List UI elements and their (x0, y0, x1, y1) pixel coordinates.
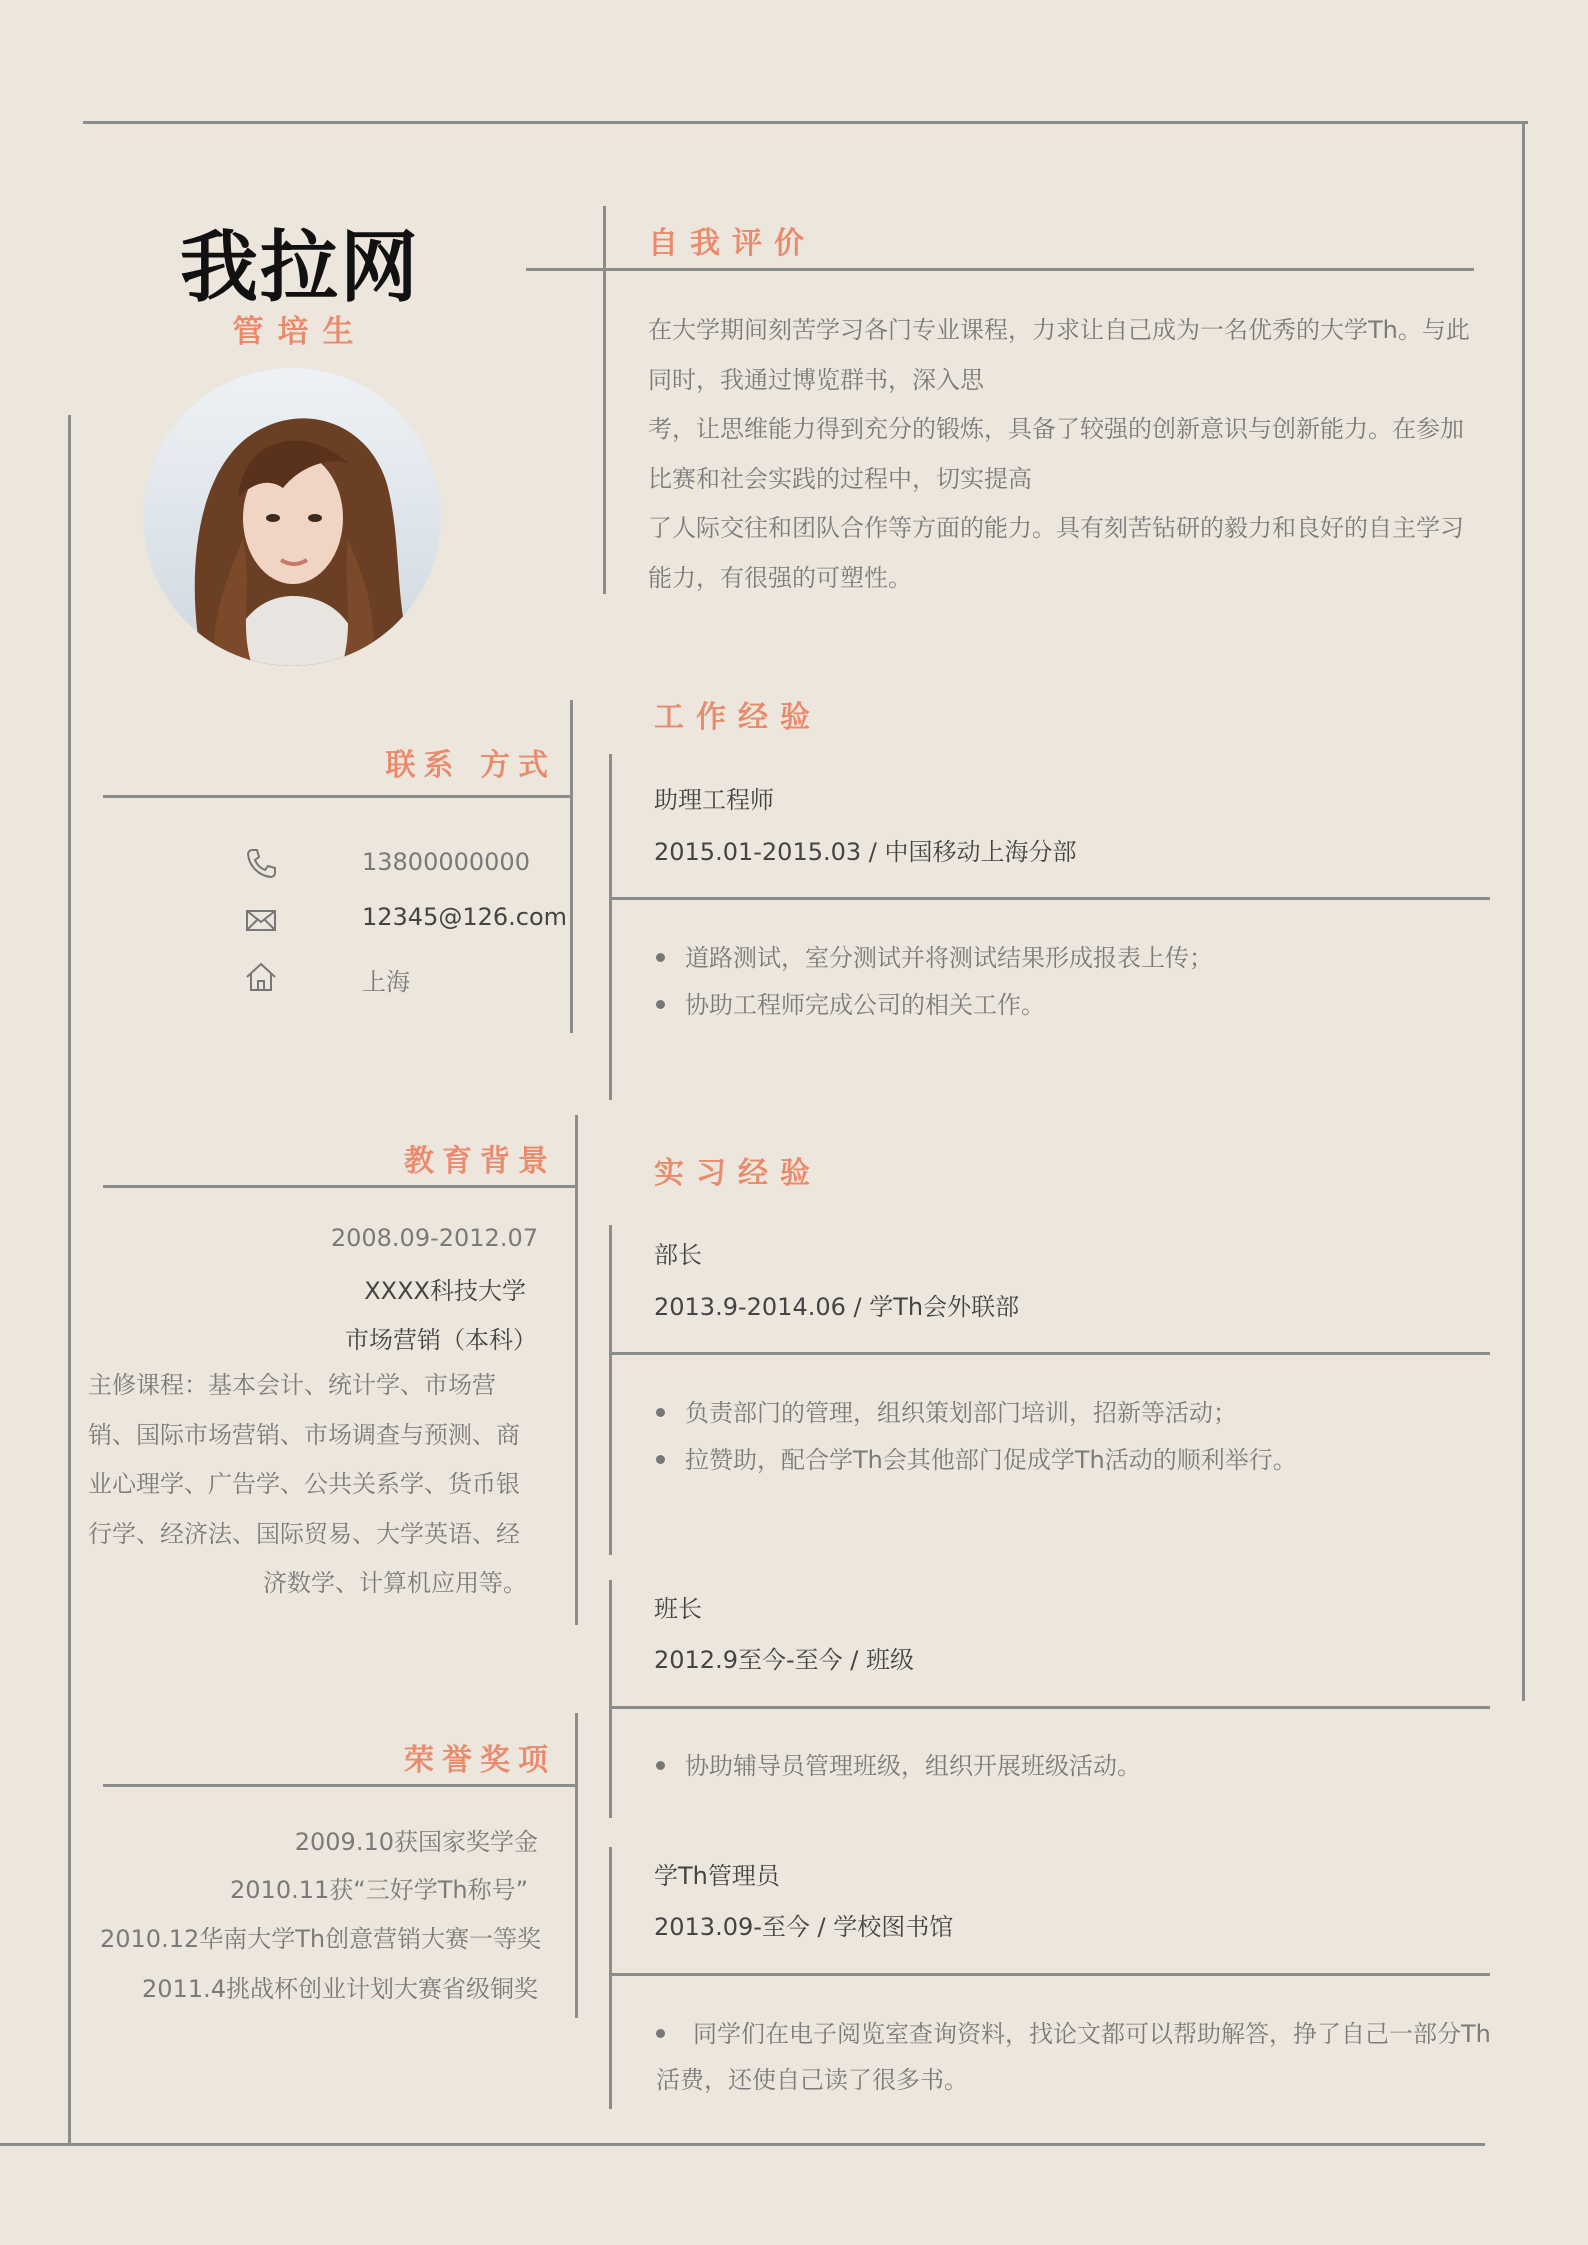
top-rule (83, 121, 1528, 124)
intern-bullet-cont: 活费，还使自己读了很多书。 (656, 2066, 968, 2094)
self-eval-line: 在大学期间刻苦学习各门专业课程，力求让自己成为一名优秀的大学Th。与此 (648, 316, 1470, 344)
intern-position-1: 部长 (654, 1241, 702, 1269)
intern-bullet-text: 拉赞助，配合学Th会其他部门促成学Th活动的顺利举行。 (685, 1446, 1297, 1474)
internship-vline-1 (609, 1225, 612, 1555)
work-rule (612, 897, 1490, 900)
intern-period-3: 2013.09-至今 / 学校图书馆 (654, 1913, 954, 1941)
portrait-image (143, 368, 441, 666)
education-courses (88, 1361, 541, 1609)
intern-bullet-text: 同学们在电子阅览室查询资料，找论文都可以帮助解答，挣了自己一部分Th (693, 2020, 1491, 2048)
education-vline (575, 1115, 578, 1625)
self-eval-vline (603, 206, 606, 594)
self-eval-line: 了人际交往和团队合作等方面的能力。具有刻苦钻研的毅力和良好的自主学习 (648, 514, 1464, 542)
education-rule (103, 1185, 578, 1188)
honors-vline (575, 1713, 578, 2018)
right-frame-line (1522, 121, 1525, 1701)
self-eval-text (648, 306, 1470, 603)
mail-icon (244, 903, 278, 937)
honor-item: 2009.10获国家奖学金 (294, 1828, 538, 1856)
intern-position-3: 学Th管理员 (654, 1862, 780, 1890)
bullet-dot (656, 1408, 665, 1417)
work-title: 工作经验 (654, 700, 822, 735)
intern-period-1: 2013.9-2014.06 / 学Th会外联部 (654, 1293, 1020, 1321)
contact-phone[interactable]: 13800000000 (362, 848, 530, 876)
intern-bullet-text: 协助辅导员管理班级，组织开展班级活动。 (685, 1752, 1141, 1780)
education-period: 2008.09-2012.07 (330, 1224, 538, 1252)
work-bullet-text: 协助工程师完成公司的相关工作。 (685, 991, 1045, 1019)
candidate-name: 我拉网 (179, 223, 420, 313)
intern-rule-3 (612, 1973, 1490, 1976)
intern-rule-1 (612, 1352, 1490, 1355)
bullet-dot (656, 1761, 665, 1770)
internship-vline-3 (609, 1847, 612, 2109)
bullet-dot (656, 1000, 665, 1009)
honors-title: 荣誉奖项 (404, 1743, 556, 1778)
candidate-role: 管培生 (232, 314, 368, 350)
contact-rule (103, 795, 573, 798)
work-bullet (656, 938, 1213, 973)
internship-title: 实习经验 (654, 1156, 822, 1191)
honor-item: 2010.11获“三好学Th称号” (230, 1876, 528, 1904)
honors-rule (103, 1784, 578, 1787)
work-bullet (656, 985, 1045, 1020)
education-school: XXXX科技大学 (364, 1277, 526, 1305)
self-eval-rule (526, 268, 1474, 271)
bullet-dot (656, 953, 665, 962)
education-major: 市场营销（本科） (345, 1326, 537, 1354)
self-eval-line: 考，让思维能力得到充分的锻炼，具备了较强的创新意识与创新能力。在参加 (648, 415, 1464, 443)
internship-vline-2 (609, 1580, 612, 1818)
intern-bullet (656, 1393, 1237, 1428)
work-vline (609, 754, 612, 1100)
bullet-dot (656, 1455, 665, 1464)
contact-title: 联系 方式 (385, 748, 556, 783)
honor-item: 2010.12华南大学Th创意营销大赛一等奖 (100, 1925, 542, 1953)
honor-item: 2011.4挑战杯创业计划大赛省级铜奖 (142, 1975, 538, 2003)
course-line: 行学、经济法、国际贸易、大学英语、经 (88, 1519, 520, 1548)
self-eval-line: 比赛和社会实践的过程中，切实提高 (648, 464, 1032, 493)
course-line: 济数学、计算机应用等。 (263, 1569, 527, 1597)
course-line: 业心理学、广告学、公共关系学、货币银 (88, 1470, 520, 1498)
contact-vline (570, 700, 573, 1033)
profile-photo (143, 368, 441, 666)
contact-location: 上海 (362, 968, 410, 996)
intern-position-2: 班长 (654, 1595, 702, 1623)
intern-period-2: 2012.9至今-至今 / 班级 (654, 1646, 914, 1674)
bullet-dot (656, 2029, 665, 2038)
work-period: 2015.01-2015.03 / 中国移动上海分部 (654, 838, 1077, 866)
home-icon (244, 960, 278, 994)
intern-bullet-text: 负责部门的管理，组织策划部门培训，招新等活动； (685, 1399, 1237, 1427)
education-title: 教育背景 (404, 1144, 556, 1179)
course-line: 销、国际市场营销、市场调查与预测、商 (88, 1420, 520, 1449)
left-frame-line (68, 415, 71, 2145)
work-position: 助理工程师 (654, 786, 774, 814)
phone-icon (244, 846, 278, 880)
bottom-rule (0, 2143, 1485, 2146)
work-bullet-text: 道路测试，室分测试并将测试结果形成报表上传； (685, 944, 1213, 972)
intern-rule-2 (612, 1706, 1490, 1709)
self-eval-line: 同时，我通过博览群书，深入思 (648, 365, 984, 394)
contact-email[interactable]: 12345@126.com (362, 903, 568, 931)
self-eval-title: 自我评价 (648, 226, 816, 261)
intern-bullet (656, 2014, 1491, 2049)
intern-bullet (656, 1440, 1297, 1475)
self-eval-line: 能力，有很强的可塑性。 (648, 563, 912, 592)
intern-bullet (656, 1746, 1141, 1781)
course-line: 主修课程：基本会计、统计学、市场营 (88, 1371, 496, 1399)
